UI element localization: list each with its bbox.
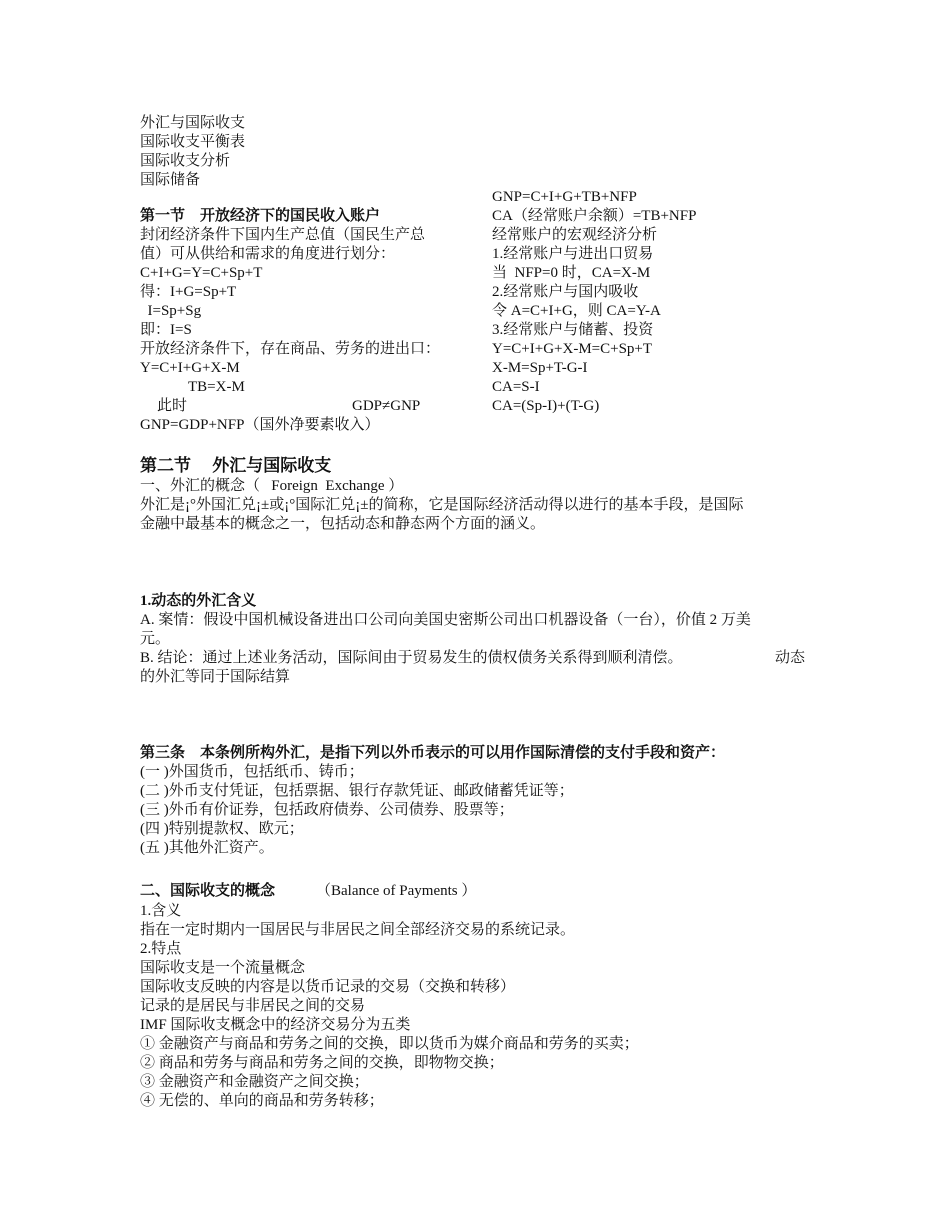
- text-line: 国际收支是一个流量概念: [140, 960, 306, 976]
- paragraph-line: 的外汇等同于国际结算: [140, 669, 291, 685]
- text-line: IMF 国际收支概念中的经济交易分为五类: [140, 1017, 411, 1033]
- formula-line: Y=C+I+G+X-M=C+Sp+T: [492, 341, 653, 357]
- formula-line: X-M=Sp+T-G-I: [492, 360, 588, 376]
- paragraph-line: B. 结论：通过上述业务活动，国际间由于贸易发生的债权债务关系得到顺利清偿。: [140, 650, 683, 666]
- section1-title: 第一节 开放经济下的国民收入账户: [140, 208, 381, 224]
- toc-item: 国际收支平衡表: [140, 134, 246, 150]
- subsection-title: 二、国际收支的概念: [140, 883, 276, 899]
- list-item: ③ 金融资产和金融资产之间交换；: [140, 1074, 369, 1090]
- paragraph-line: 外汇是¡°外国汇兑¡±或¡°国际汇兑¡±的简称，它是国际经济活动得以进行的基本手段，是国际: [140, 497, 744, 513]
- list-item: (一 )外国货币，包括纸币、铸币；: [140, 764, 364, 780]
- toc-item: 国际储备: [140, 172, 201, 188]
- formula-line: C+I+G=Y=C+Sp+T: [140, 265, 263, 281]
- paragraph-line: 动态: [775, 650, 806, 666]
- formula-line: TB=X-M: [188, 379, 245, 395]
- text-line: 国际收支反映的内容是以货币记录的交易（交换和转移）: [140, 979, 516, 995]
- paragraph-line: A. 案情：假设中国机械设备进出口公司向美国史密斯公司出口机器设备（一台），价值 2 万美: [140, 612, 751, 628]
- formula-line: 即：I=S: [140, 322, 192, 338]
- list-item: (四 )特别提款权、欧元；: [140, 821, 304, 837]
- article-title: 第三条 本条例所构外汇，是指下列以外币表示的可以用作国际清偿的支付手段和资产：: [140, 745, 726, 761]
- formula-line: CA=(Sp-I)+(T-G): [492, 398, 600, 414]
- list-item: ① 金融资产与商品和劳务之间的交换，即以货币为媒介商品和劳务的买卖；: [140, 1036, 639, 1052]
- text-line: 值）可从供给和需求的角度进行划分：: [140, 246, 396, 262]
- paragraph-line: 元。: [140, 631, 171, 647]
- formula-line: GNP=GDP+NFP（国外净要素收入）: [140, 417, 380, 433]
- text-line: 经常账户的宏观经济分析: [492, 227, 658, 243]
- formula-line: GNP=C+I+G+TB+NFP: [492, 189, 637, 205]
- subsection-title: 1.动态的外汇含义: [140, 593, 257, 609]
- subsection-title-en: （Balance of Payments ）: [316, 883, 477, 899]
- text-line: 1.含义: [140, 903, 182, 919]
- list-item: (二 )外币支付凭证，包括票据、银行存款凭证、邮政储蓄凭证等；: [140, 783, 574, 799]
- text-line: 2.经常账户与国内吸收: [492, 284, 639, 300]
- formula-line: GDP≠GNP: [352, 398, 421, 414]
- subsection-title: 一、外汇的概念（ Foreign Exchange ）: [140, 478, 404, 494]
- text-line: 令 A=C+I+G，则 CA=Y-A: [492, 303, 661, 319]
- paragraph-line: 金融中最基本的概念之一，包括动态和静态两个方面的涵义。: [140, 516, 546, 532]
- text-line: 3.经常账户与储蓄、投资: [492, 322, 654, 338]
- formula-line: I=Sp+Sg: [140, 303, 202, 319]
- text-line: 1.经常账户与进出口贸易: [492, 246, 654, 262]
- text-line: 此时: [157, 398, 188, 414]
- list-item: (五 )其他外汇资产。: [140, 840, 274, 856]
- list-item: ② 商品和劳务与商品和劳务之间的交换，即物物交换；: [140, 1055, 504, 1071]
- text-line: 当 NFP=0 时，CA=X-M: [492, 265, 651, 281]
- formula-line: CA=S-I: [492, 379, 540, 395]
- text-line: 开放经济条件下，存在商品、劳务的进出口：: [140, 341, 441, 357]
- text-line: 记录的是居民与非居民之间的交易: [140, 998, 366, 1014]
- toc-item: 国际收支分析: [140, 153, 231, 169]
- list-item: ④ 无偿的、单向的商品和劳务转移；: [140, 1093, 384, 1109]
- formula-line: Y=C+I+G+X-M: [140, 360, 240, 376]
- text-line: 2.特点: [140, 941, 182, 957]
- toc-item: 外汇与国际收支: [140, 115, 246, 131]
- formula-line: 得：I+G=Sp+T: [140, 284, 237, 300]
- formula-line: CA（经常账户余额）=TB+NFP: [492, 208, 697, 224]
- text-line: 封闭经济条件下国内生产总值（国民生产总: [140, 227, 426, 243]
- section2-title: 第二节 外汇与国际收支: [140, 456, 332, 475]
- text-line: 指在一定时期内一国居民与非居民之间全部经济交易的系统记录。: [140, 922, 576, 938]
- list-item: (三 )外币有价证券，包括政府债券、公司债券、股票等；: [140, 802, 514, 818]
